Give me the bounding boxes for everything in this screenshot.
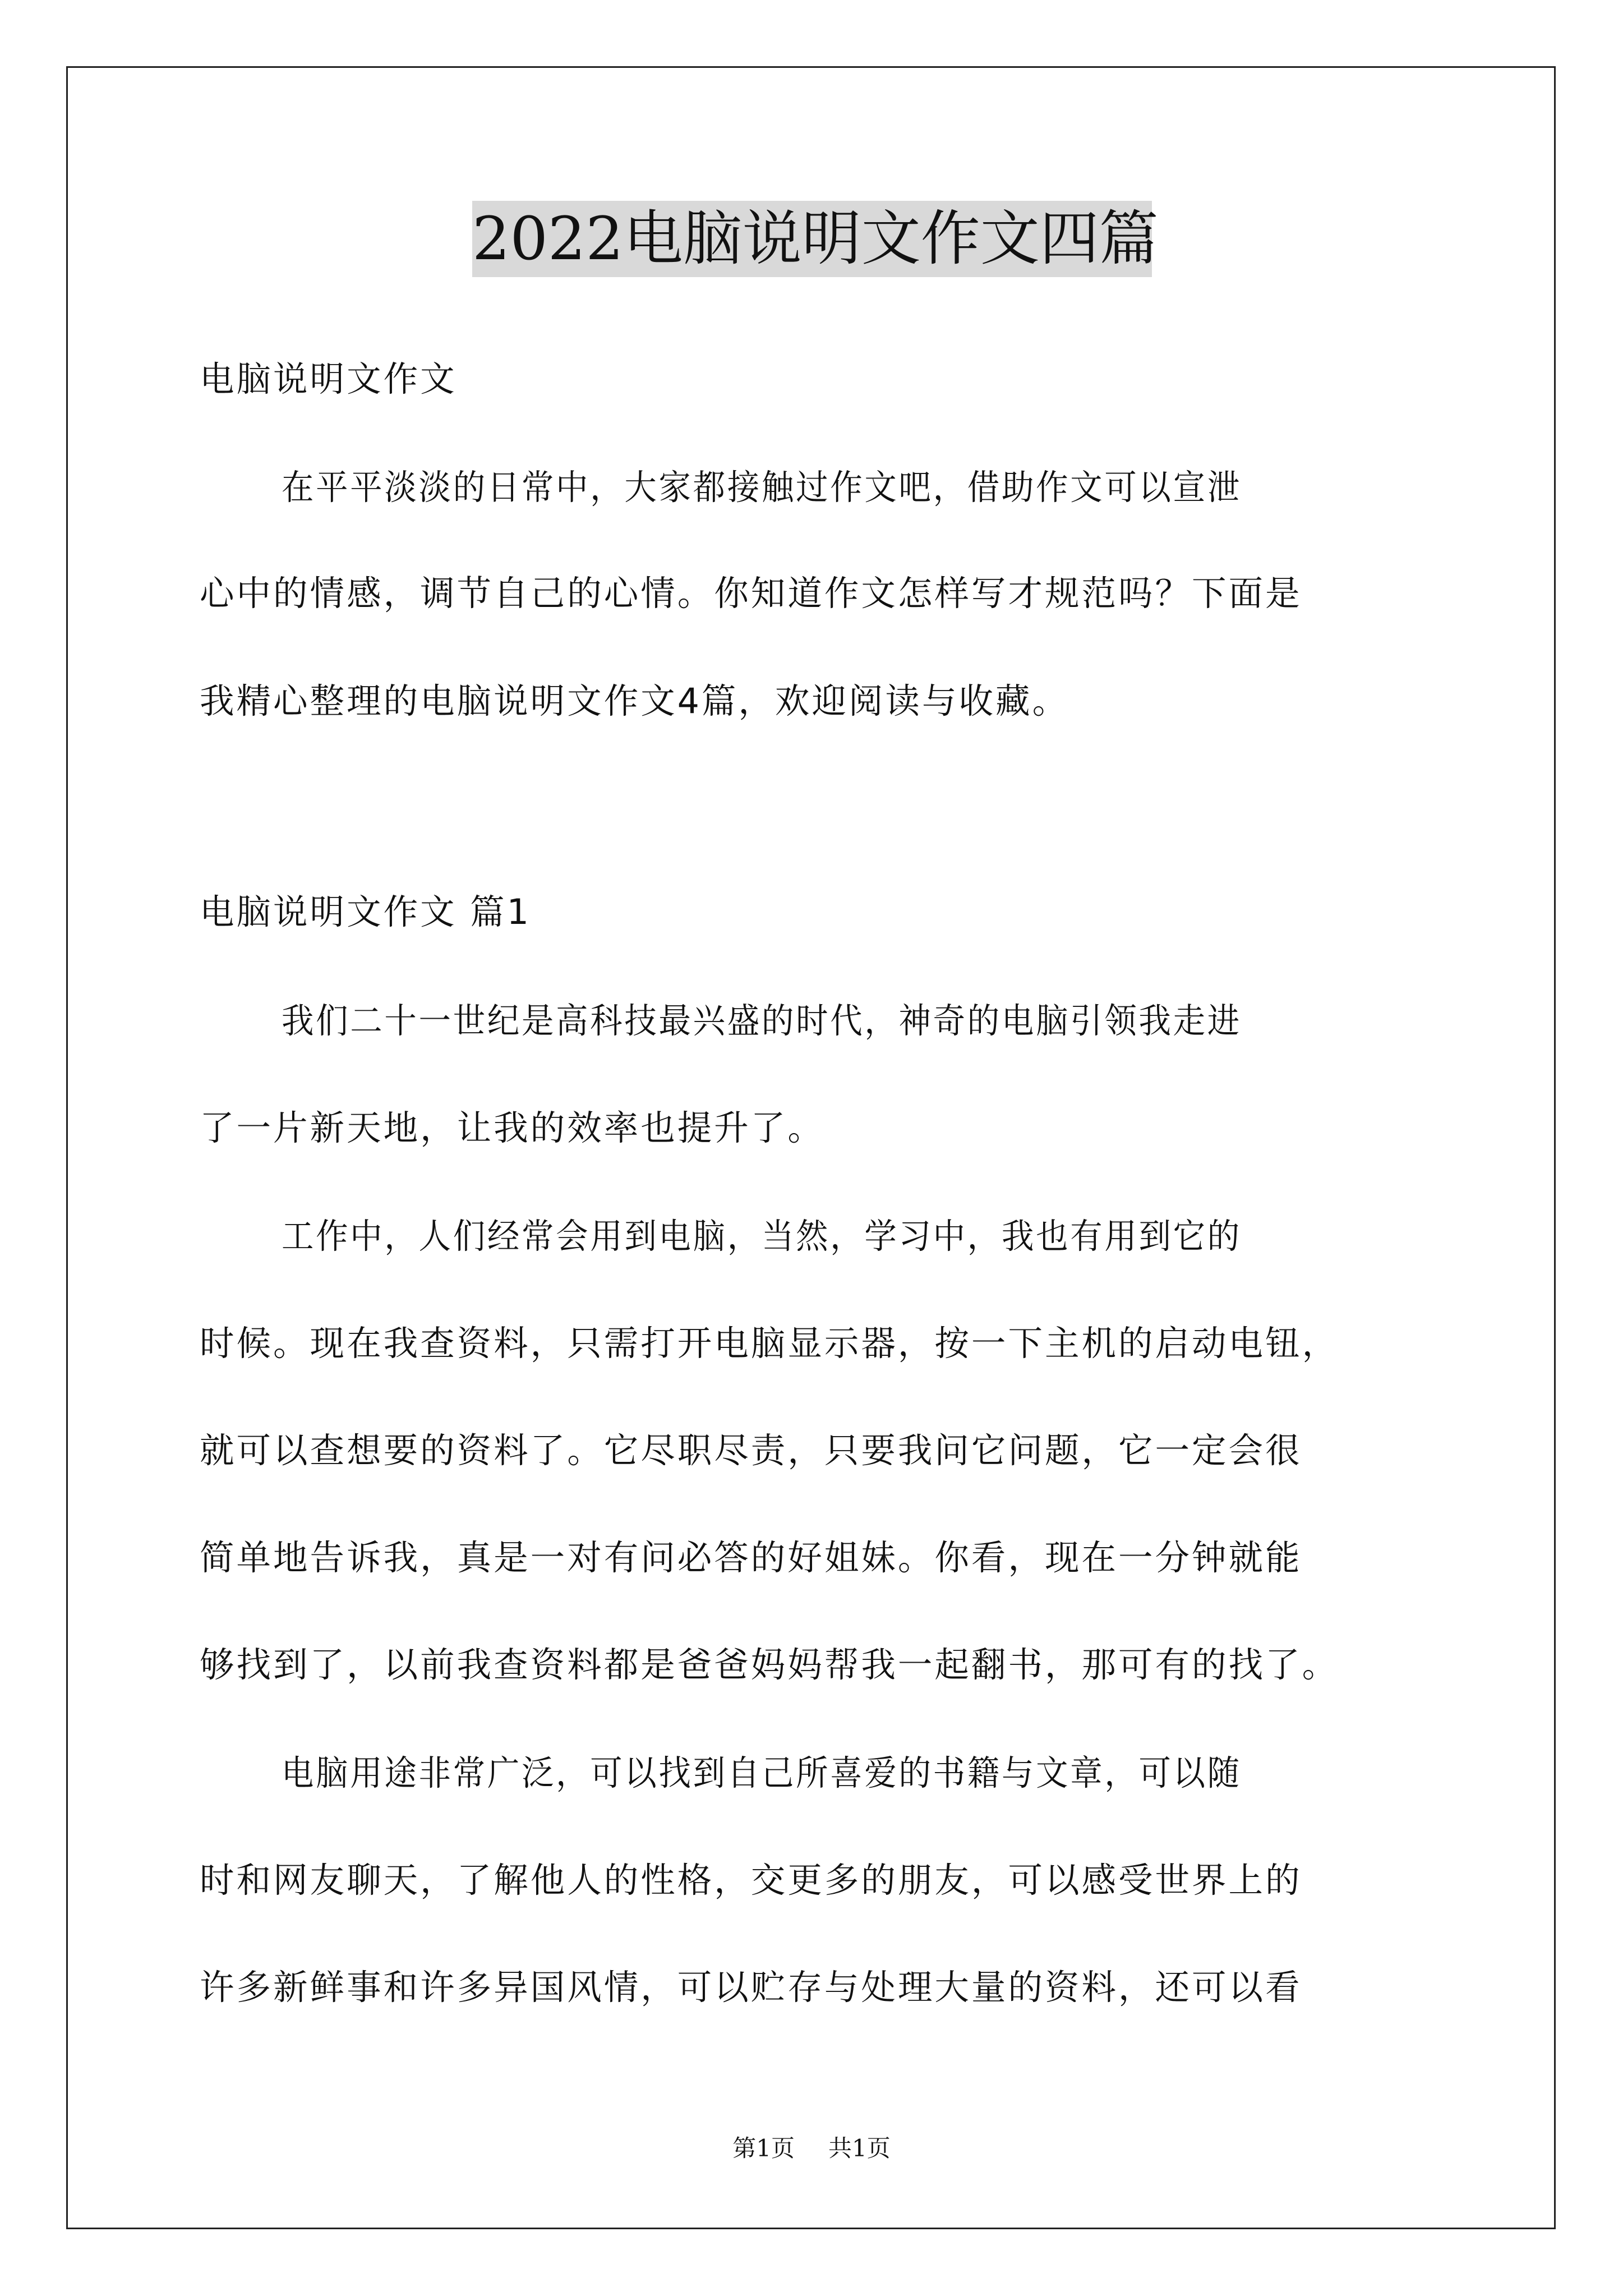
paragraph-line: 心中的情感，调节自己的心情。你知道作文怎样写才规范吗？下面是 [200,573,1302,614]
section-heading: 电脑说明文作文 篇1 [200,891,531,932]
paragraph-line: 就可以查想要的资料了。它尽职尽责，只要我问它问题，它一定会很 [200,1430,1302,1471]
page-number: 第1页 [732,2134,795,2162]
paragraph-line: 了一片新天地，让我的效率也提升了。 [200,1107,824,1148]
section-heading: 电脑说明文作文 [200,358,457,399]
paragraph-line: 时和网友聊天，了解他人的性格，交更多的朋友，可以感受世界上的 [200,1860,1302,1901]
paragraph-line: 工作中，人们经常会用到电脑，当然，学习中，我也有用到它的 [282,1216,1242,1257]
paragraph-line: 电脑用途非常广泛，可以找到自己所喜爱的书籍与文章，可以随 [282,1752,1242,1793]
paragraph-line: 在平平淡淡的日常中，大家都接触过作文吧，借助作文可以宣泄 [282,467,1242,508]
document-title: 2022电脑说明文作文四篇 [472,201,1152,277]
paragraph-line: 够找到了，以前我查资料都是爸爸妈妈帮我一起翻书，那可有的找了。 [200,1644,1339,1685]
paragraph-line: 许多新鲜事和许多异国风情，可以贮存与处理大量的资料，还可以看 [200,1967,1302,2008]
paragraph-line: 时候。现在我查资料，只需打开电脑显示器，按一下主机的启动电钮， [200,1323,1339,1364]
paragraph-line: 简单地告诉我，真是一对有问必答的好姐妹。你看，现在一分钟就能 [200,1537,1302,1578]
page-total: 共1页 [828,2134,891,2162]
paragraph-line: 我们二十一世纪是高科技最兴盛的时代，神奇的电脑引领我走进 [282,1000,1242,1041]
page-footer [0,2132,1623,2165]
paragraph-line: 我精心整理的电脑说明文作文4篇，欢迎阅读与收藏。 [200,680,1069,721]
